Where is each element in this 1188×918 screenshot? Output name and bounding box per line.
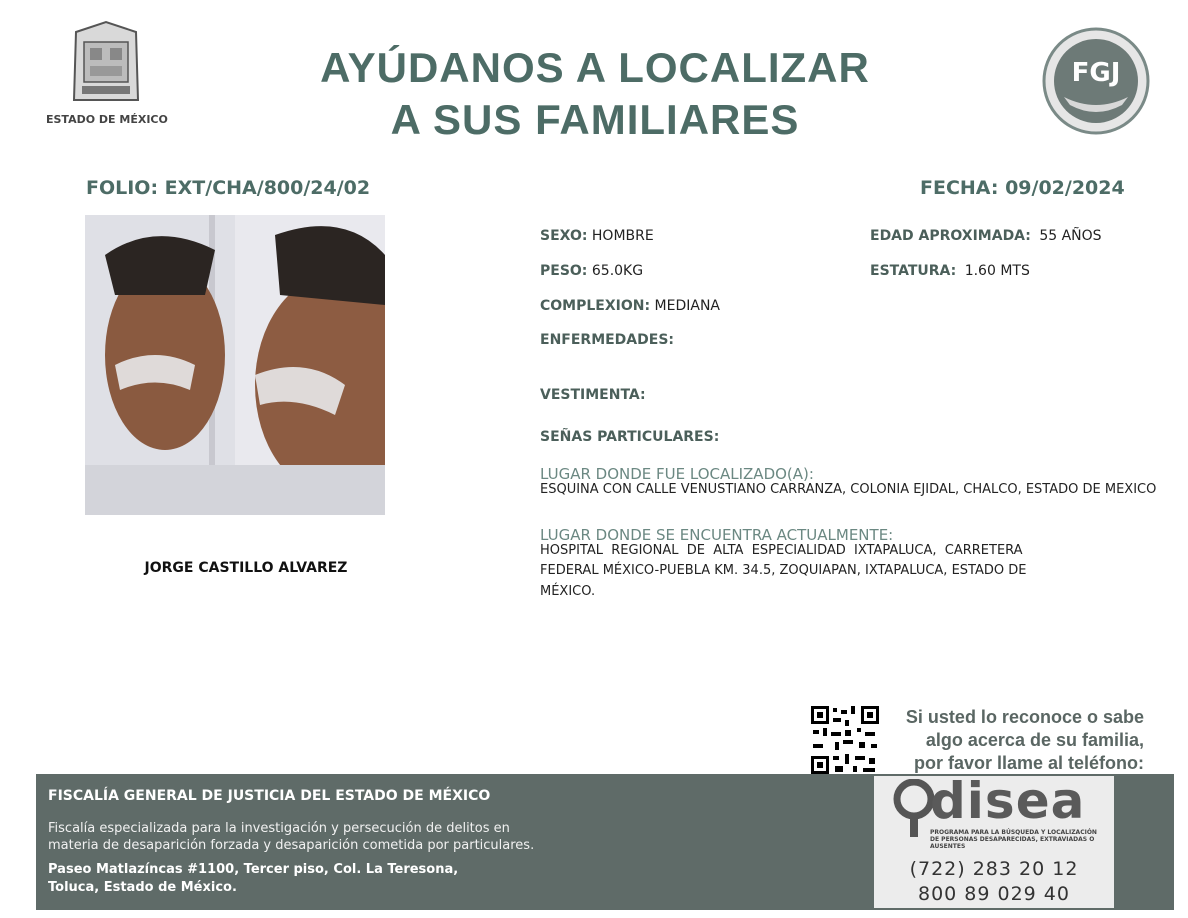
footer-desc-line1: Fiscalía especializada para la investigación y persecución de delitos en	[48, 821, 510, 836]
contact-prompt-line3: por favor llame al teléfono:	[913, 753, 1144, 773]
footer-desc-line2: materia de desaparición forzada y desaparición cometida por particulares.	[48, 838, 535, 853]
lugar-actual-label: LUGAR DONDE SE ENCUENTRA ACTUALMENTE:	[540, 526, 894, 544]
person-photo	[85, 215, 385, 515]
lugar-localizado-value: ESQUINA CON CALLE VENUSTIANO CARRANZA, COLONIA EJIDAL, CHALCO, ESTADO DE MEXICO	[540, 482, 1157, 497]
odisea-logo-text: disea	[930, 772, 1086, 830]
person-name: JORGE CASTILLO ALVAREZ	[144, 560, 348, 576]
footer-desc	[48, 820, 534, 854]
contact-prompt-line2: algo acerca de su familia,	[925, 730, 1144, 750]
complexion-value: MEDIANA	[654, 298, 720, 314]
fgj-logo-text: FGJ	[1071, 58, 1121, 88]
complexion-label: COMPLEXION:	[540, 298, 651, 314]
peso-value: 65.0KG	[591, 263, 644, 279]
enfermedades-label: ENFERMEDADES:	[540, 332, 675, 348]
estatura-value: 1.60 MTS	[964, 263, 1030, 279]
estatura-label: ESTATURA:	[870, 263, 957, 279]
contact-prompt	[884, 706, 1144, 775]
footer-address-line2: Toluca, Estado de México.	[48, 880, 237, 895]
edad-label: EDAD APROXIMADA:	[870, 228, 1031, 244]
footer-address-line1: Paseo Matlazíncas #1100, Tercer piso, Col. La Teresona,	[48, 862, 459, 877]
peso-label: PESO:	[540, 263, 588, 279]
phone-number-2[interactable]: 800 89 029 40	[917, 883, 1070, 905]
edad-row	[870, 227, 1102, 245]
footer-address	[48, 861, 458, 897]
complexion-row	[540, 297, 720, 315]
fecha-label: FECHA: 09/02/2024	[920, 177, 1125, 199]
lugar-actual-line2: FEDERAL MÉXICO-PUEBLA KM. 34.5, ZOQUIAPAN, IXTAPALUCA, ESTADO DE	[540, 563, 1027, 578]
senas-label: SEÑAS PARTICULARES:	[540, 429, 720, 445]
lugar-localizado-label: LUGAR DONDE FUE LOCALIZADO(A):	[540, 465, 814, 483]
estatura-row	[870, 262, 1030, 280]
sexo-row	[540, 227, 654, 245]
lugar-actual-line1: HOSPITAL REGIONAL DE ALTA ESPECIALIDAD IXTAPALUCA, CARRETERA	[540, 543, 1023, 558]
footer-org-title: FISCALÍA GENERAL DE JUSTICIA DEL ESTADO DE MÉXICO	[48, 788, 491, 804]
state-logo-text: ESTADO DE MÉXICO	[46, 113, 168, 126]
lugar-actual-line3: MÉXICO.	[540, 584, 596, 599]
state-seal-logo	[66, 20, 146, 108]
vestimenta-label: VESTIMENTA:	[540, 387, 646, 403]
odisea-subtitle: PROGRAMA PARA LA BÚSQUEDA Y LOCALIZACIÓN DE PERSONAS DESAPARECIDAS, EXTRAVIADAS O AUSENTES	[930, 829, 1097, 850]
page-title-line1: AYÚDANOS A LOCALIZAR	[320, 44, 870, 91]
phone-number-1[interactable]: (722) 283 20 12	[909, 858, 1079, 880]
qr-code[interactable]	[809, 704, 881, 776]
sexo-value: HOMBRE	[591, 228, 654, 244]
contact-prompt-line1: Si usted lo reconoce o sabe	[905, 707, 1144, 727]
folio-label: FOLIO: EXT/CHA/800/24/02	[86, 177, 371, 199]
peso-row	[540, 262, 643, 280]
page-title-line2: A SUS FAMILIARES	[390, 96, 800, 143]
sexo-label: SEXO:	[540, 228, 588, 244]
edad-value: 55 AÑOS	[1039, 228, 1102, 244]
